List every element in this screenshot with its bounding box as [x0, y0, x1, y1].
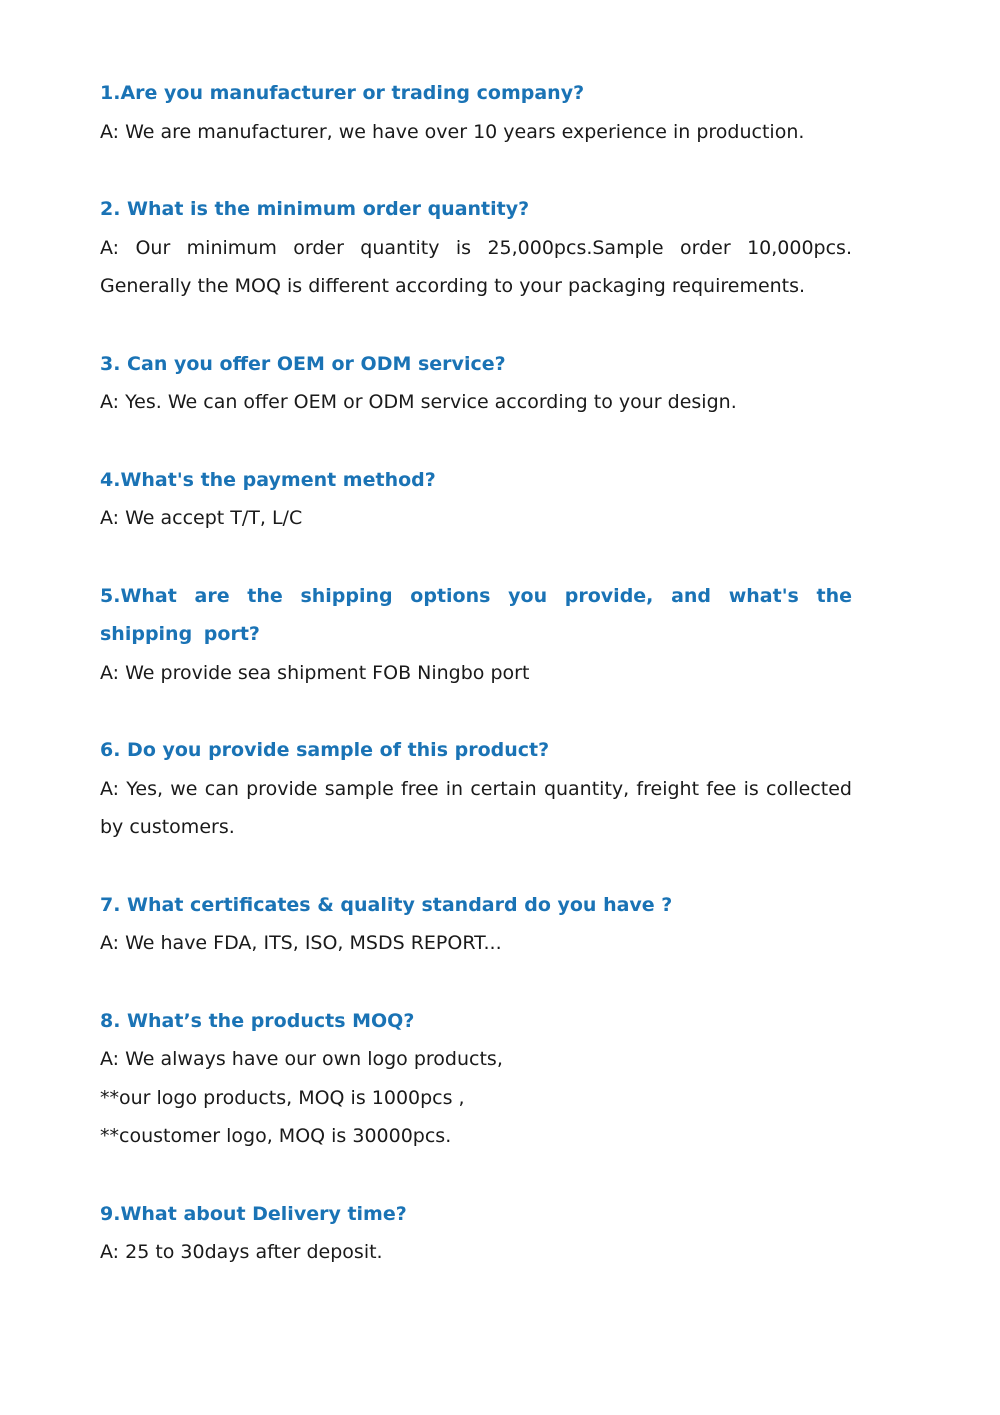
faq-question-2: 2. What is the minimum order quantity?: [100, 198, 530, 220]
faq-question-6: 6. Do you provide sample of this product?: [100, 739, 550, 761]
faq-item-3: [100, 345, 852, 422]
faq-question-9: 9.What about Delivery time?: [100, 1202, 407, 1225]
faq-answer-9: [100, 1233, 852, 1272]
faq-answer-line: A: Yes. We can offer OEM or ODM service according to your design.: [100, 391, 737, 413]
faq-question-5: 5.What are the shipping options you provide, and what's the shipping port?: [100, 584, 852, 645]
faq-answer-7: [100, 924, 852, 963]
faq-item-5: [100, 577, 852, 693]
faq-answer-line: **coustomer logo, MOQ is 30000pcs.: [100, 1125, 452, 1147]
faq-answer-line: A: We accept T/T, L/C: [100, 507, 303, 529]
faq-question-7: 7. What certificates & quality standard do you have ?: [100, 893, 673, 916]
faq-item-4: [100, 461, 852, 538]
faq-question-4: 4.What's the payment method?: [100, 468, 436, 491]
faq-question-8: 8. What’s the products MOQ?: [100, 1009, 415, 1032]
faq-answer-line: A: We provide sea shipment FOB Ningbo port: [100, 661, 530, 684]
faq-answer-line: A: We are manufacturer, we have over 10 years experience in production.: [100, 120, 805, 143]
faq-item-2: [100, 190, 852, 306]
faq-answer-3: [100, 383, 852, 422]
faq-answer-1: [100, 113, 852, 152]
faq-answer-8: [100, 1040, 852, 1156]
faq-answer-2: [100, 229, 852, 306]
faq-answer-line: A: Yes, we can provide sample free in certain quantity, freight fee is collected by customers.: [100, 777, 852, 838]
faq-item-1: [100, 74, 852, 151]
faq-item-6: [100, 731, 852, 847]
faq-answer-line: A: We always have our own logo products,: [100, 1048, 503, 1070]
faq-answer-line: A: We have FDA, ITS, ISO, MSDS REPORT...: [100, 932, 502, 954]
faq-item-9: [100, 1195, 852, 1272]
faq-answer-line: **our logo products, MOQ is 1000pcs ,: [100, 1086, 465, 1109]
faq-item-8: [100, 1002, 852, 1156]
faq-question-3: 3. Can you offer OEM or ODM service?: [100, 352, 506, 375]
faq-answer-line: A: Our minimum order quantity is 25,000pcs.Sample order 10,000pcs. Generally the MOQ is different according to your packaging requirements.: [100, 236, 852, 297]
faq-document: [100, 74, 852, 1311]
faq-item-7: [100, 886, 852, 963]
faq-answer-6: [100, 770, 852, 847]
faq-answer-4: [100, 499, 852, 538]
faq-question-1: 1.Are you manufacturer or trading company?: [100, 82, 585, 104]
faq-answer-line: A: 25 to 30days after deposit.: [100, 1241, 383, 1263]
faq-answer-5: [100, 654, 852, 693]
